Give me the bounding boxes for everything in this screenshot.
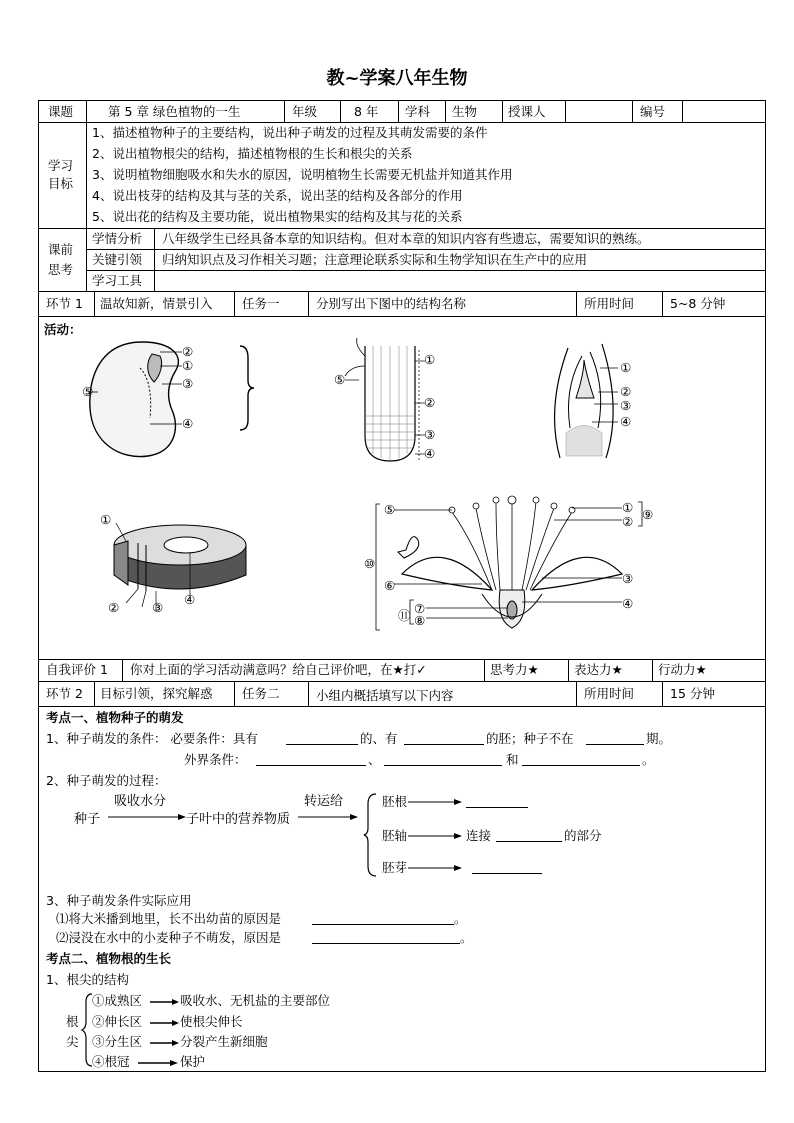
branch-bud-figure xyxy=(540,338,650,463)
ext-label: 外界条件： xyxy=(184,752,247,767)
step1-time-value: 5~8 分钟 xyxy=(670,296,726,311)
root-zone-desc: 分裂产生新细胞 xyxy=(180,1034,268,1049)
step2-name: 目标引领，探究解惑 xyxy=(100,686,213,701)
blank-field[interactable] xyxy=(404,731,484,745)
blank-field[interactable] xyxy=(256,752,366,766)
blank-field[interactable] xyxy=(522,752,640,766)
arrow-icon xyxy=(150,997,180,1007)
fig-label: ② xyxy=(424,395,436,410)
arrow-icon xyxy=(138,1058,180,1068)
ext-and: 和 xyxy=(506,752,519,767)
col-divider xyxy=(662,291,663,316)
absorb-label: 吸收水分 xyxy=(114,794,167,809)
blank-field[interactable] xyxy=(496,828,562,842)
transport-label: 转运给 xyxy=(304,794,344,809)
hypocotyl-label: 胚轴 xyxy=(382,828,408,843)
section1-heading: 考点一、植物种子的萌发 xyxy=(46,710,184,725)
row-divider xyxy=(86,249,766,250)
arrow-icon xyxy=(108,812,188,822)
connect-label: 连接 xyxy=(466,828,492,843)
preclass-label: 课前 xyxy=(48,242,74,257)
arrow-icon xyxy=(298,812,360,822)
step2-desc: 小组内概括填写以下内容 xyxy=(316,688,454,703)
cond-text: 的胚；种子不在 xyxy=(486,731,574,746)
apply-item: ⑴将大米播到地里，长不出幼苗的原因是 xyxy=(56,911,282,926)
fig-label: ③ xyxy=(424,427,436,442)
col-divider xyxy=(154,228,155,291)
arrow-icon xyxy=(408,797,464,807)
teacher-label: 授课人 xyxy=(508,104,546,119)
brace-icon xyxy=(364,792,378,878)
fig-label: ④ xyxy=(182,416,194,431)
self-eval-question: 你对上面的学习活动满意吗？给自己评价吧，在★打✓ xyxy=(130,662,427,677)
fig-label: ④ xyxy=(424,446,436,461)
fig-label: ⑥ xyxy=(384,578,396,593)
row-divider xyxy=(38,681,766,682)
col-divider xyxy=(502,100,503,122)
row-divider xyxy=(38,228,766,229)
section2-sub: 1、根尖的结构 xyxy=(46,972,129,987)
arrow-icon xyxy=(408,863,464,873)
fig-label: ③ xyxy=(622,571,634,586)
subject-label: 学科 xyxy=(405,104,431,119)
step1-label: 环节 1 xyxy=(46,296,83,311)
arrow-icon xyxy=(150,1038,180,1048)
step2-label: 环节 2 xyxy=(46,686,83,701)
part-label: 的部分 xyxy=(564,828,602,843)
bean-seed-figure xyxy=(80,338,255,468)
row-divider xyxy=(86,270,766,271)
preclass-label: 思考 xyxy=(48,262,74,277)
fig-label: ① xyxy=(100,512,112,527)
process-title: 2、种子萌发的过程： xyxy=(46,773,167,788)
fig-label: ⑪ xyxy=(398,608,411,623)
radicle-label: 胚根 xyxy=(382,794,408,809)
root-zone-name: ③分生区 xyxy=(92,1034,143,1049)
fig-label: ① xyxy=(424,352,436,367)
root-zone-desc: 保护 xyxy=(180,1054,206,1069)
blank-field[interactable] xyxy=(312,930,460,944)
fig-label: ⑦ xyxy=(414,601,426,616)
row-divider xyxy=(38,122,766,123)
step1-desc: 分别写出下图中的结构名称 xyxy=(316,296,467,311)
activity-label: 活动： xyxy=(44,322,82,337)
preclass-row-text: 归纳知识点及习作相关习题；注意理论联系实际和生物学知识在生产中的应用 xyxy=(162,252,588,267)
col-divider xyxy=(122,659,123,681)
col-divider xyxy=(652,659,653,681)
col-divider xyxy=(308,681,309,706)
col-divider xyxy=(576,681,577,706)
rating-express[interactable]: 表达力★ xyxy=(574,662,623,677)
col-divider xyxy=(86,100,87,291)
fig-label: ⑩ xyxy=(364,556,376,571)
root-label: 尖 xyxy=(66,1034,79,1049)
col-divider xyxy=(94,681,95,706)
root-label: 根 xyxy=(66,1014,79,1029)
topic-value: 第 5 章 绿色植物的一生 xyxy=(108,104,241,119)
section2-heading: 考点二、植物根的生长 xyxy=(46,951,172,966)
fig-label: ① xyxy=(622,500,634,515)
arrow-icon xyxy=(150,1018,180,1028)
blank-field[interactable] xyxy=(472,860,542,874)
step1-task: 任务一 xyxy=(242,296,280,311)
root-zone-name: ①成熟区 xyxy=(92,993,143,1008)
col-divider xyxy=(340,100,341,122)
grade-label: 年级 xyxy=(292,104,318,119)
fig-label: ⑤ xyxy=(334,372,346,387)
cond-text: 期。 xyxy=(646,731,672,746)
fig-label: ② xyxy=(108,600,120,615)
cond-text: 1、种子萌发的条件： 必要条件：具有 xyxy=(46,731,258,746)
col-divider xyxy=(234,291,235,316)
goal-item: 5、说出花的结构及主要功能，说出植物果实的结构及其与花的关系 xyxy=(92,209,463,224)
goal-item: 4、说出枝芽的结构及其与茎的关系，说出茎的结构及各部分的作用 xyxy=(92,188,463,203)
fig-label: ② xyxy=(622,514,634,529)
col-divider xyxy=(234,681,235,706)
goal-item: 1、描述植物种子的主要结构，说出种子萌发的过程及其萌发需要的条件 xyxy=(92,125,488,140)
page-title: 教~学案八年生物 xyxy=(326,68,468,89)
seed-label: 种子 xyxy=(74,812,101,827)
col-divider xyxy=(576,291,577,316)
fig-label: ② xyxy=(620,384,632,399)
apply-item: ⑵浸没在水中的小麦种子不萌发，原因是 xyxy=(56,930,282,945)
fig-label: ⑨ xyxy=(642,507,654,522)
goals-label: 学习 xyxy=(48,158,74,173)
col-divider xyxy=(398,100,399,122)
rating-think[interactable]: 思考力★ xyxy=(490,662,539,677)
col-divider xyxy=(568,659,569,681)
apply-end: 。 xyxy=(460,930,473,945)
blank-field[interactable] xyxy=(586,731,644,745)
number-label: 编号 xyxy=(640,104,666,119)
nutrients-label: 子叶中的营养物质 xyxy=(186,812,291,827)
fig-label: ⑧ xyxy=(414,613,426,628)
grade-value: 8 年 xyxy=(354,104,379,119)
col-divider xyxy=(308,291,309,316)
subject-value: 生物 xyxy=(452,104,478,119)
self-eval-label: 自我评价 1 xyxy=(46,662,108,677)
col-divider xyxy=(662,681,663,706)
ext-sep: 、 xyxy=(368,752,381,767)
ext-end: 。 xyxy=(642,752,655,767)
col-divider xyxy=(445,100,446,122)
step2-time-value: 15 分钟 xyxy=(670,686,715,701)
apply-end: 。 xyxy=(454,911,467,926)
fig-label: ④ xyxy=(184,592,196,607)
blank-field[interactable] xyxy=(286,731,358,745)
step2-task: 任务二 xyxy=(242,686,280,701)
preclass-row-label: 学习工具 xyxy=(92,273,143,288)
cond-text: 的、有 xyxy=(360,731,398,746)
blank-field[interactable] xyxy=(312,911,454,925)
row-divider xyxy=(38,316,766,317)
apply-title: 3、种子萌发条件实际应用 xyxy=(46,893,192,908)
step1-time-label: 所用时间 xyxy=(584,296,635,311)
step1-name: 温故知新，情景引入 xyxy=(100,296,213,311)
goal-item: 2、说出植物根尖的结构，描述植物根的生长和根尖的关系 xyxy=(92,146,413,161)
goals-label: 目标 xyxy=(48,176,74,191)
blank-field[interactable] xyxy=(384,752,502,766)
col-divider xyxy=(682,100,683,122)
goal-item: 3、说明植物细胞吸水和失水的原因，说明植物生长需要无机盐并知道其作用 xyxy=(92,167,513,182)
fig-label: ① xyxy=(182,358,194,373)
plumule-label: 胚芽 xyxy=(382,860,408,875)
col-divider xyxy=(632,100,633,122)
root-zone-desc: 使根尖伸长 xyxy=(180,1014,243,1029)
col-divider xyxy=(284,100,285,122)
fig-label: ③ xyxy=(620,398,632,413)
fig-label: ④ xyxy=(620,414,632,429)
preclass-row-label: 关键引领 xyxy=(92,252,143,267)
fig-label: ① xyxy=(620,360,632,375)
fig-label: ④ xyxy=(622,596,634,611)
col-divider xyxy=(94,291,95,316)
fig-label: ② xyxy=(182,344,194,359)
row-divider xyxy=(38,706,766,707)
col-divider xyxy=(484,659,485,681)
fig-label: ③ xyxy=(182,376,194,391)
root-zone-name: ②伸长区 xyxy=(92,1014,143,1029)
root-zone-name: ④根冠 xyxy=(92,1054,130,1069)
row-divider xyxy=(38,659,766,660)
fig-label: ⑤ xyxy=(82,384,94,399)
blank-field[interactable] xyxy=(466,794,528,808)
fig-label: ③ xyxy=(152,600,164,615)
topic-label: 课题 xyxy=(48,104,74,119)
stem-section-figure xyxy=(98,515,258,625)
fig-label: ⑤ xyxy=(384,502,396,517)
preclass-row-text: 八年级学生已经具备本章的知识结构。但对本章的知识内容有些遗忘，需要知识的熟练。 xyxy=(162,231,650,246)
step2-time-label: 所用时间 xyxy=(584,686,635,701)
preclass-row-label: 学情分析 xyxy=(92,231,143,246)
col-divider xyxy=(565,100,566,122)
arrow-icon xyxy=(408,831,464,841)
root-zone-desc: 吸收水、无机盐的主要部位 xyxy=(180,993,331,1008)
row-divider xyxy=(38,291,766,292)
rating-action[interactable]: 行动力★ xyxy=(658,662,707,677)
